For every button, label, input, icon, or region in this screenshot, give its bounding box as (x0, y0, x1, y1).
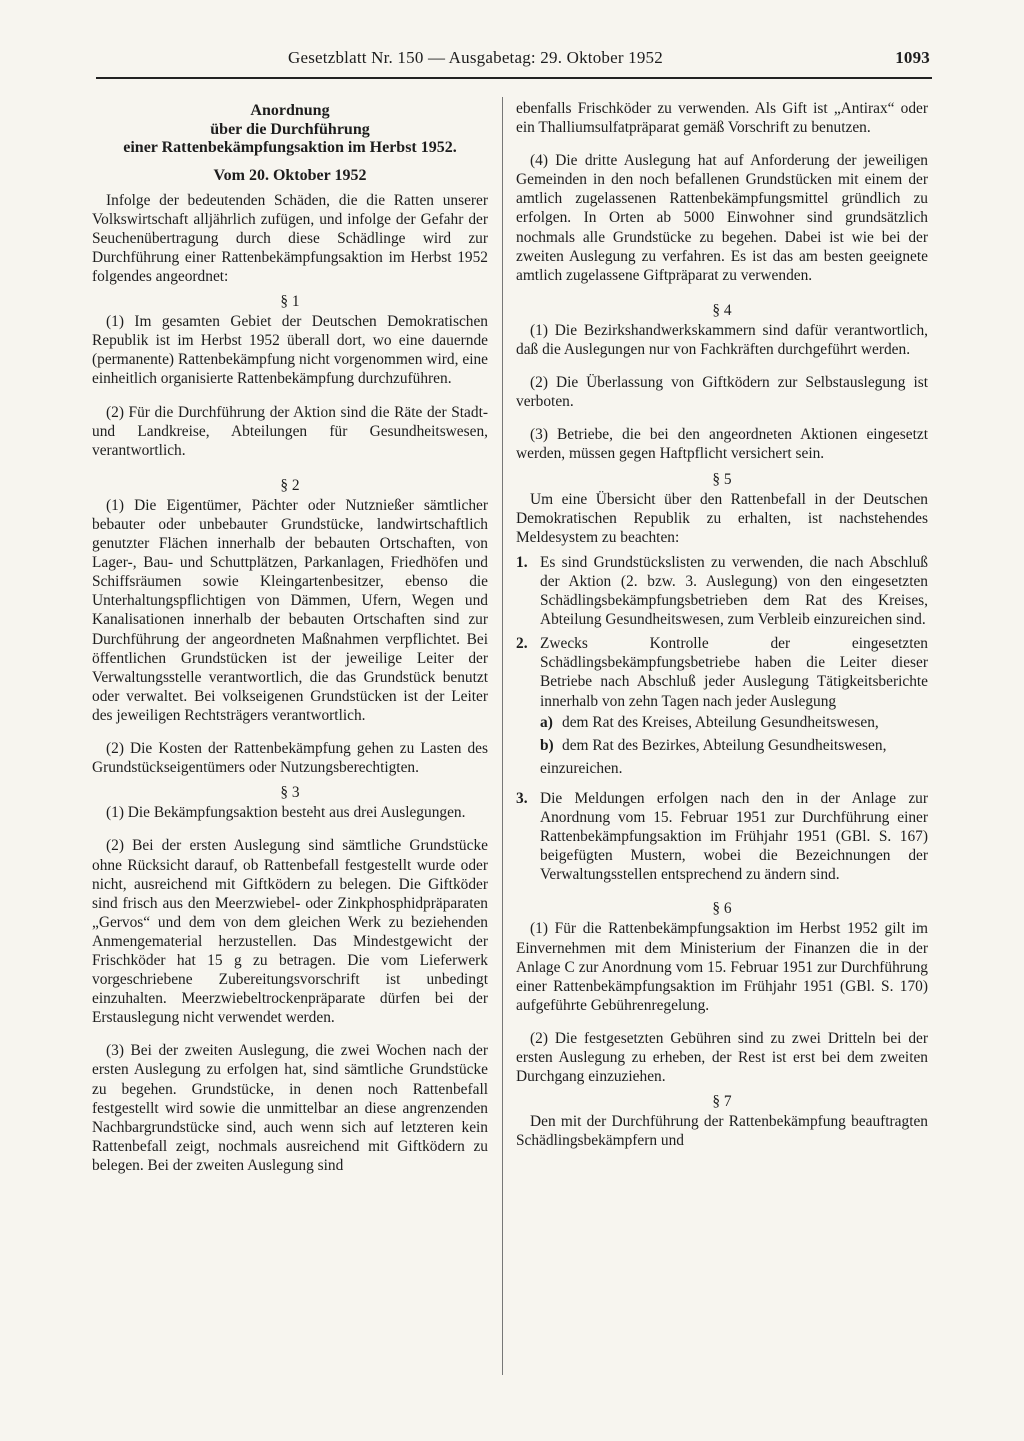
paragraph: (1) Die Eigentümer, Pächter oder Nutznießer sämtlicher bebauter oder unbebauter Grundstücke, landwirtschaftlich genutzter Flächen innerhalb der bebauten Ortschaften, von Lager-, Bau- und Schuttplätzen, Parkanlagen, Friedhöfen und Schiffsräumen sowie Kleingartenbesitzer, ebenso die Unterhaltungspflichtigen von Dämmen, Ufern, Wegen und Kanalisationen innerhalb der bebauten Ortschaften sind zur Durchführung der angeordneten Maßnahmen verpflichtet. Bei öffentlichen Grundstücken ist der jeweilige Leiter der Verwaltungsstelle verantwortlich, die das Grundstück benutzt oder verwaltet. Bei volkseigenen Grundstücken ist der Leiter des jeweiligen Rechtsträgers verantwortlich. (92, 496, 488, 724)
section-heading: § 1 (280, 293, 300, 311)
running-header (270, 48, 930, 74)
paragraph: (3) Bei der zweiten Auslegung, die zwei Wochen nach der ersten Auslegung zu erfolgen hat, sind sämtliche Grundstücke zu begehen. Grundstücke, in denen noch Rattenbefall festgestellt wird sowie die unmittelbar an diese angrenzenden Nachbargrundstücke sind, auch wenn sich auf letzteren kein Rattenbefall zeigt, nochmals ausreichend mit Giftködern zu belegen. Bei der zweiten Auslegung sind (92, 1042, 488, 1174)
list-item (516, 553, 928, 629)
section-heading: § 7 (712, 1093, 732, 1111)
paragraph: (2) Bei der ersten Auslegung sind sämtliche Grundstücke ohne Rücksicht darauf, ob Rattenbefall festgestellt wurde oder nicht, ausreichend mit Giftködern zu belegen. Die Giftköder sind frisch aus den Meerzwiebel- oder Zinkphosphidpräparaten „Gervos“ und dem von dem gleichen Werk zu beziehenden Anmengematerial herzustellen. Das Mindestgewicht der Frischköder hat 15 g zu betragen. Die vom Lieferwerk vorgeschriebene Zubereitungsvorschrift ist unbedingt einzuhalten. Meerzwiebeltrockenpräparate dürfen bei der Erstauslegung nicht verwendet werden. (92, 837, 488, 1027)
paragraph: (2) Die Kosten der Rattenbekämpfung gehen zu Lasten des Grundstückseigentümers oder Nutzungsberechtigten. (92, 740, 488, 777)
preamble: Infolge der bedeutenden Schäden, die die Ratten unserer Volkswirtschaft alljährlich zufügen, und infolge der Gefahr der Seuchenübertragung durch diese Schädlinge wird zur Durchführung einer Rattenbekämpfungsaktion im Herbst 1952 folgendes angeordnet: (92, 191, 488, 285)
column-divider (502, 97, 503, 1375)
paragraph: (1) Im gesamten Gebiet der Deutschen Demokratischen Republik ist im Herbst 1952 überall dort, wo eine dauernde (permanente) Rattenbekämpfung nicht vorgenommen wird, eine einheitlich organisierte Rattenbekämpfung durchzuführen. (92, 313, 488, 388)
list-text: Zwecks Kontrolle der eingesetzten Schädlingsbekämpfungsbetriebe haben die Leiter dieser Betriebe nach Abschluß jeder Auslegung Tätigkeitsberichte innerhalb von zehn Tagen nach jeder Auslegung (540, 635, 928, 710)
sub-item (540, 713, 928, 732)
title-line: über die Durchführung (210, 120, 370, 138)
paragraph: (2) Die festgesetzten Gebühren sind zu zwei Dritteln bei der ersten Auslegung zu erheben, der Rest ist erst bei dem zweiten Durchgang einzuziehen. (516, 1029, 928, 1086)
left-column (92, 99, 488, 1181)
section-heading: § 2 (280, 476, 300, 494)
document-date: Vom 20. Oktober 1952 (213, 166, 367, 184)
list-text: Es sind Grundstückslisten zu verwenden, die nach Abschluß der Aktion (2. bzw. 3. Auslegung) von den eingesetzten Schädlingsbekämpfungsbetrieben dem Rat des Kreises, Abteilung Gesundheitswesen, zum Verbleib einzureichen sind. (540, 553, 928, 629)
paragraph: (1) Die Bezirkshandwerkskammern sind dafür verantwortlich, daß die Auslegungen nur von Fachkräften durchgeführt werden. (516, 321, 928, 359)
paragraph: (4) Die dritte Auslegung hat auf Anforderung der jeweiligen Gemeinden in den noch befallenen Grundstücken mit einem der amtlich zugelassenen Rattenbekämpfungsmittel gründlich zu erfolgen. In Orten ab 5000 Einwohner sind grundsätzlich nochmals alle Grundstücke zu begehen. Dabei ist wie bei der zweiten Auslegung zu verfahren. Es ist das am besten geeignete amtlich zugelassene Giftpräparat zu verwenden. (516, 152, 928, 284)
paragraph-continued: ebenfalls Frischköder zu verwenden. Als Gift ist „Antirax“ oder ein Thalliumsulfatpräparat gemäß Vorschrift zu benutzen. (516, 100, 928, 137)
paragraph: (1) Für die Rattenbekämpfungsaktion im Herbst 1952 gilt im Einvernehmen mit dem Ministerium der Finanzen die in der Anlage C zur Anordnung vom 15. Februar 1951 zur Durchführung einer Rattenbekämpfungsaktion im Frühjahr 1951 (GBl. S. 170) aufgeführte Gebührenregelung. (516, 920, 928, 1014)
sub-item (540, 736, 928, 755)
list-item (516, 634, 928, 784)
list-tail: einzureichen. (540, 759, 623, 777)
paragraph: (2) Die Überlassung von Giftködern zur Selbstauslegung ist verboten. (516, 374, 928, 411)
sub-item-text: dem Rat des Kreises, Abteilung Gesundheitswesen, (562, 713, 879, 731)
section-heading: § 4 (712, 301, 732, 319)
page-number: 1093 (895, 48, 930, 67)
paragraph: Um eine Übersicht über den Rattenbefall in der Deutschen Demokratischen Republik zu erhalten, ist nachstehendes Meldesystem zu beachten: (516, 490, 928, 546)
paragraph: (2) Für die Durchführung der Aktion sind die Räte der Stadt- und Landkreise, Abteilungen für Gesundheitswesen, verantwortlich. (92, 403, 488, 459)
list-text: Die Meldungen erfolgen nach den in der Anlage zur Anordnung vom 15. Februar 1951 zur Durchführung einer Rattenbekämpfungsaktion im Frühjahr 1951 (GBl. S. 167) beigefügten Mustern, wobei die Bezeichnungen der Verwaltungsstellen entsprechend zu ändern sind. (540, 789, 928, 884)
running-title: Gesetzblatt Nr. 150 — Ausgabetag: 29. Oktober 1952 (288, 48, 663, 67)
right-column (516, 99, 928, 1157)
sub-item-letter: b) (540, 736, 554, 754)
list-number: 2. (516, 635, 528, 653)
section-heading: § 5 (712, 470, 732, 488)
title-line: Anordnung (250, 102, 330, 119)
list-number: 3. (516, 789, 528, 807)
paragraph: Den mit der Durchführung der Rattenbekämpfung beauftragten Schädlingsbekämpfern und (516, 1113, 928, 1150)
section-heading: § 6 (712, 900, 732, 918)
paragraph: (3) Betriebe, die bei den angeordneten Aktionen eingesetzt werden, müssen gegen Haftpflicht versichert sein. (516, 426, 928, 463)
title-line: einer Rattenbekämpfungsaktion im Herbst 1952. (123, 139, 457, 156)
document-title (92, 102, 488, 158)
section-heading: § 3 (280, 784, 300, 802)
list-item (516, 789, 928, 884)
sub-item-text: dem Rat des Bezirkes, Abteilung Gesundheitswesen, (562, 736, 887, 754)
list-number: 1. (516, 553, 528, 571)
header-rule (96, 77, 932, 79)
paragraph: (1) Die Bekämpfungsaktion besteht aus drei Auslegungen. (106, 804, 466, 822)
sub-item-letter: a) (540, 713, 553, 731)
